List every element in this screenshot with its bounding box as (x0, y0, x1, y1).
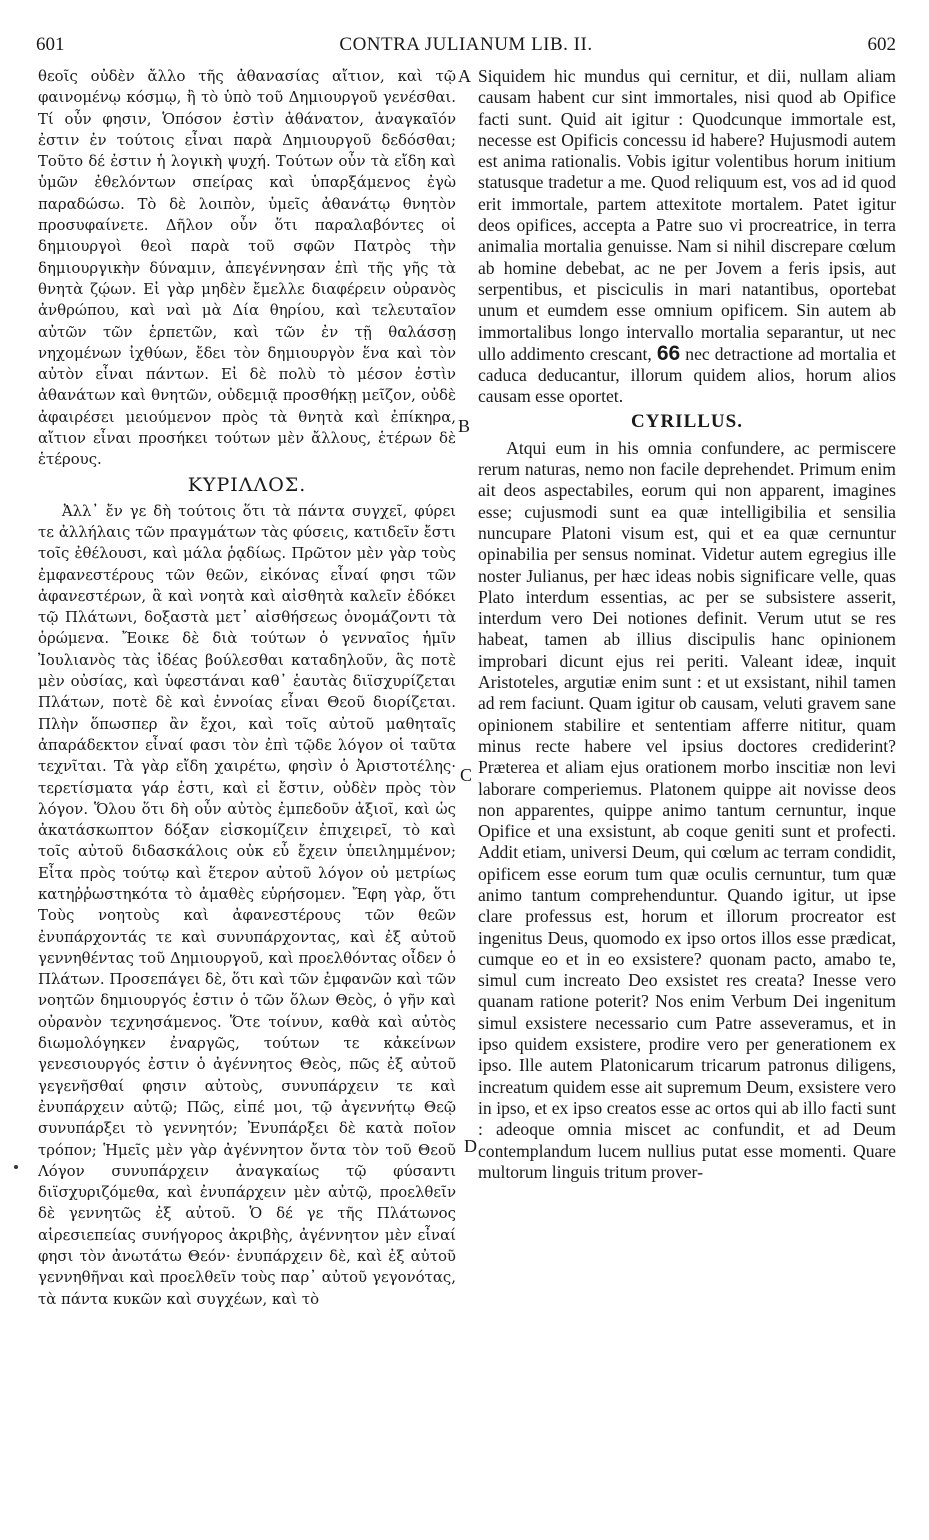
latin-intro-paragraph (478, 66, 896, 408)
print-speck (14, 1165, 18, 1169)
greek-section-heading: ΚΥΡΙΛΛΟΣ. (187, 473, 307, 496)
latin-section-heading: CYRILLUS. (631, 410, 743, 432)
latin-intro-part-a: Siquidem hic mundus qui cernitur, et dii, nullam aliam causam habent cur sint immortales, nisi quod ab Opifice facti sunt. Quid ait igitur : Quodcunque immortale est, necesse est Opificis concessu id habere? Hujusmodi autem est anima rationalis. Vobis igitur volentibus horum initium statusque tradetur a me. Quod reliquum est, vos ad id quod erit immortale, partem attexitote mortalem. Patet igitur deos opifices, accepta a Patre suo vi procreatrice, in terra animalia mortalia genuisse. Nam si nihil discrepare cœlum ab homine debebat, ac ne per Jovem a feris ipsis, aut serpentibus, et pisciculis in mari natantibus, oportebat unum et eumdem esse omnium opificem. Sin autem ab immortalibus longo intervallo mortalia separantur, ut nec ullo addimento crescant, (478, 66, 896, 364)
greek-intro-paragraph: θεοῖς οὐδὲν ἄλλο τῆς ἀθανασίας αἴτιον, καὶ τῷ φαινομένῳ κόσμῳ, ἢ τὸ ὑπὸ τοῦ Δημιουργοῦ γενέσθαι. Τί οὖν φησιν, Ὁπόσον ἐστὶν ἀθάνατον, ἀναγκαῖόν ἐστιν ἐν τούτοις εἶναι παρὰ Δημιουργοῦ δεδόσθαι; Τοῦτο δέ ἐστιν ἡ λογικὴ ψυχή. Τούτων οὖν τὰ εἴδη καὶ ὑμῶν ἐθελόντων σπείρας καὶ ὑπαρξάμενος ἐγὼ παραδώσω. Τὸ δὲ λοιπὸν, ὑμεῖς ἀθανάτῳ θνητὸν προσυφαίνετε. Δῆλον οὖν ὅτι παραλαβόντες οἱ δημιουργοὶ θεοὶ παρὰ τοῦ σφῶν Πατρὸς τὴν δημιουργικὴν δύναμιν, ἀπεγέννησαν ἐπὶ τῆς γῆς τὰ θνητὰ ζῴων. Εἰ γὰρ μηδὲν ἔμελλε διαφέρειν οὐρανὸς ἀνθρώπου, καὶ ναὶ μὰ Δία θηρίου, καὶ τελευταῖον αὐτῶν τῶν ἑρπετῶν, καὶ τῶν ἐν τῇ θαλάσσῃ νηχομένων ἰχθύων, ἔδει τὸν δημιουργὸν ἕνα καὶ τὸν αὐτὸν εἶναι πάντων. Εἰ δὲ πολὺ τὸ μέσον ἐστὶν ἀθανάτων καὶ θνητῶν, οὐδεμιᾷ προσθήκῃ μεῖζον, οὐδὲ ἀφαιρέσει μειούμενον πρὸς τὰ θνητὰ καὶ ἐπίκηρα, αἴτιον εἶναι προσήκει τούτων μὲν ἄλλους, ἑτέρων δὲ ἑτέρους. (38, 67, 456, 469)
margin-letter-b: B (458, 416, 471, 436)
latin-body-paragraph: Atqui eum in his omnia confundere, ac permiscere rerum naturas, nemo non facile deprehendet. Primum enim ait deos aspectabiles, eorum qui non apparent, imagines esse; cujusmodi sunt ea quæ intelligibilia et sensilia nuncupare Platoni visum est, qui et ea quæ cernuntur opinabilia per sensus nominat. Videtur autem egregius ille noster Julianus, per hæc ideas nobis significare velle, quas Plato interdum essentias, ac per se subsistere asserit, interdum vero Dei notiones definit. Verum utut se res habeat, tamen ab illius discipulis hanc opinionem improbari dicunt ejus rei periti. Valeant ideæ, inquit Aristoteles, argutiæ enim sunt : et ut exsistant, nihil tamen ad rem faciunt. Quam igitur ob causam, veluti gravem sane opinionem stabilire et sententiam afferre nititur, quam minus recte habere vel ipsius doctores crediderint? Præterea et aliam ejus orationem morbo inscitiæ non levi laborare comperiemus. Platonem quippe ait novisse deos non apparentes, quippe animo tantum cernuntur, inque Opifice et una exsistunt, ab coque geniti sunt et profecti. Addit etiam, universi Deum, qui cœlum ac terram condidit, opificem esse eorum tum quæ oculis cernuntur, tum quæ animo tantum comprehenduntur. Quando igitur, ut ipse clare professus est, horum et illorum procreator est ingenitus Deus, quomodo ex ipso ortos illos esse prædicat, cumque eo et in eo exsistere? quonam pacto, amabo te, simul cum increato Deo exsistet res creata? Inesse vero quanam ratione poterit? Nos enim Verbum Dei ingenitum simul exsistere necessario cum Patre asseveramus, et in ipso quidem exsistere, prodire vero per generationem ex ipso. Ille autem Platonicarum tricarum patronus diligens, increatum quidem esse ait supremum Deum, exsistere vero in ipso, et ex ipso creatos esse ac ortos qui ab illo facti sunt : adeoque omnia miscet ac confundit, et ad Deum contemplandum lucem nullius putat esse momenti. Quare multorum linguis tritum prover- (478, 437, 896, 1182)
left-page-number: 601 (36, 34, 65, 55)
running-title: CONTRA JULIANUM LIB. II. (339, 34, 593, 55)
latin-column (478, 66, 896, 1183)
latin-intro-part-b: nec detractione ad mortalia et caduca deducantur, illorum quidem alios, horum alios causam esse oportet. (478, 343, 896, 407)
page-marker-66: 66 (656, 341, 681, 365)
margin-letter-d: D (464, 1136, 477, 1156)
margin-letter-c: C (460, 765, 473, 785)
running-header (36, 34, 896, 60)
greek-body-paragraph: Ἀλλ᾽ ἔν γε δὴ τούτοις ὅτι τὰ πάντα συγχεῖ, φύρει τε ἀλλήλαις τῶν πραγμάτων τὰς φύσεις, κατιδεῖν ἔστι τοῖς ἐθέλουσι, καὶ μάλα ῥᾳδίως. Πρῶτον μὲν γὰρ τοὺς ἐμφανεστέρους τῶν θεῶν, εἰκόνας εἶναί φησι τῶν ἀφανεστέρων, ἃ καὶ νοητὰ καὶ αἰσθητὰ καλεῖν ἐδόκει τῷ Πλάτωνι, δοξαστὰ μετ᾽ αἰσθήσεως ὀνομάζοντι τὰ ὁρώμενα. Ἔοικε δὲ διὰ τούτων ὁ γενναῖος ἡμῖν Ἰουλιανὸς τὰς ἰδέας βούλεσθαι καταδηλοῦν, ἃς ποτὲ μὲν οὐσίας, καὶ ὑφεστάναι καθ᾽ ἑαυτὰς διϊσχυρίζεται Πλάτων, ποτὲ δὲ καὶ ἐννοίας εἶναι Θεοῦ διορίζεται. Πλὴν ὅπωσπερ ἂν ἔχοι, καὶ τοῖς αὐτοῦ μαθηταῖς ἀπαράδεκτον εἶναί φασι τὸν ἐπὶ τῷδε λόγον οἱ ταῦτα τεχνῖται. Τὰ γὰρ εἴδη χαιρέτω, φησὶν ὁ Ἀριστοτέλης· τερετίσματα γάρ ἐστι, καὶ εἰ ἔστιν, οὐδὲν πρὸς τὸν λόγον. Ὅλου ὅτι δὴ οὖν αὐτὸς ἐμπεδοῦν ἀξιοῖ, καὶ ὡς ἀκατάσκωπτον δόξαν εἰσκομίζειν ἐπιχειρεῖ, τὸ καὶ τοῖς αὐτοῦ διδασκάλοις οὐκ εὖ ἔχειν ὑπειλημμένον; Εἶτα πρὸς τούτῳ καὶ ἕτερον αὐτοῦ λόγον οὐ μετρίως κατηῤῥωστηκότα τὸ ἀμαθὲς εὑρήσομεν. Ἔφη γὰρ, ὅτι Τοὺς νοητοὺς καὶ ἀφανεστέρους τῶν θεῶν ἐνυπάρχοντάς τε καὶ συνυπάρχοντας, καὶ ἐξ αὐτοῦ γεννηθέντας τοῦ Δημιουργοῦ, καὶ προελθόντας οἶδεν ὁ Πλάτων. Προσεπάγει δὲ, ὅτι καὶ τῶν ἐμφανῶν καὶ τῶν νοητῶν δημιουργός ἐστιν ὁ τῶν ὅλων Θεὸς, ὁ γῆν καὶ οὐρανὸν τεχνησάμενος. Ὅτε τοίνυν, καθὰ καὶ αὐτὸς διωμολόγηκεν ἐναργῶς, τούτων τε κἀκείνων γενεσιουργός ἐστιν ὁ ἀγέννητος Θεὸς, πῶς ἐξ αὐτοῦ γεγενῆσθαί φησιν αὐτοὺς, συνυπάρχειν τε καὶ ἐνυπάρχειν αὐτῷ; Πῶς, εἰπέ μοι, τῷ ἀγεννήτῳ Θεῷ συνυπάρξει τὸ γεννητόν; Ἐνυπάρξει δὲ κατὰ ποῖον τρόπον; Ἡμεῖς μὲν γὰρ ἀγέννητον ὄντα τὸν τοῦ Θεοῦ Λόγον συνυπάρχειν ἀναγκαίως τῷ φύσαντι διϊσχυριζόμεθα, καὶ ἐνυπάρχειν μὲν αὐτῷ, προελθεῖν δὲ γεννητῶς ἐξ αὐτοῦ. Ὁ δέ γε τῆς Πλάτωνος αἱρεσιεπείας συνήγορος ἀκριβὴς, ἀγέννητον μὲν εἶναί φησι τὸν ἀνωτάτω Θεόν· ἐνυπάρχειν δὲ, καὶ ἐξ αὐτοῦ γεννηθῆναι καὶ προελθεῖν τοὺς παρ᾽ αὐτοῦ γεγονότας, τὰ πάντα κυκῶν καὶ συγχέων, καὶ τὸ (38, 501, 456, 1308)
greek-column (38, 66, 456, 1310)
margin-letter-a: A (458, 66, 471, 86)
right-page-number: 602 (867, 34, 896, 55)
